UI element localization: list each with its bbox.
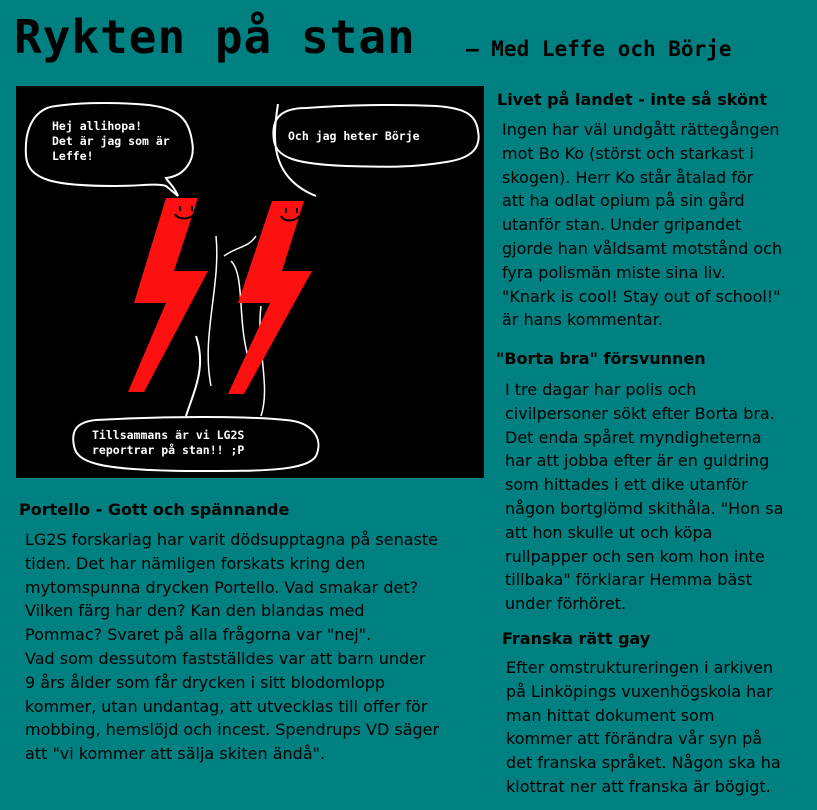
article-body-portello: LG2S forskarlag har varit dödsupptagna på senaste tiden. Det har nämligen forskats kring den mytomspunna drycken Portello. Vad smakar det? Vilken färg har den? Kan den blandas med Pommac? Svaret på alla frågorna var "nej". Vad som dessutom fastställdes var att barn under 9 års ålder som får drycken i sitt blodomlopp kommer, utan undantag, att utvecklas till offer för mobbing, hemslöjd och incest. Spendrups VD säger att "vi kommer att sälja skiten ändå". — [25, 530, 440, 764]
lightning-bolt-left — [128, 198, 208, 392]
article-heading-borta-bra: "Borta bra" försvunnen — [496, 349, 706, 368]
speech-bubble-bottom-text: Tillsammans är vi LG2S reportrar på stan!! ;P — [92, 428, 245, 457]
article-body-borta-bra: I tre dagar har polis och civilpersoner sökt efter Borta bra. Det enda spåret myndigheterna har att jobba efter är en guldring som hittades i ett dike utanför någon bortglömd skithåla. "Hon sa att hon skulle ut och köpa rullpapper och sen kom hon inte tillbaka" förklarar Hemma bäst under förhöret. — [505, 380, 784, 614]
page-subtitle: – Med Leffe och Börje — [466, 37, 732, 61]
speech-bubble-left-text: Hej allihopa! Det är jag som är Leffe! — [52, 119, 170, 163]
article-body-franska: Efter omstruktureringen i arkiven på Linköpings vuxenhögskola har man hittat dokument som kommer att förändra vår syn på det franska språket. Någon ska ha klottrat ner att franska är bögigt. — [506, 658, 781, 796]
article-heading-landet: Livet på landet - inte så skönt — [497, 90, 768, 109]
article-heading-franska: Franska rätt gay — [502, 629, 651, 648]
article-heading-portello: Portello - Gott och spännande — [19, 500, 290, 519]
lightning-bolt-right — [228, 201, 312, 394]
speech-bubble-right — [273, 104, 478, 196]
article-body-landet: Ingen har väl undgått rättegången mot Bo Ko (störst och starkast i skogen). Herr Ko står åtalad för att ha odlat opium på sin gård utanför stan. Under gripandet gjorde han våldsamt motstånd och fyra polismän miste sina liv. "Knark is cool! Stay out of school!" är hans kommentar. — [502, 120, 783, 330]
speech-bubble-right-text: Och jag heter Börje — [288, 129, 420, 143]
page-title: Rykten på stan — [14, 10, 416, 64]
comic-panel — [16, 86, 484, 478]
